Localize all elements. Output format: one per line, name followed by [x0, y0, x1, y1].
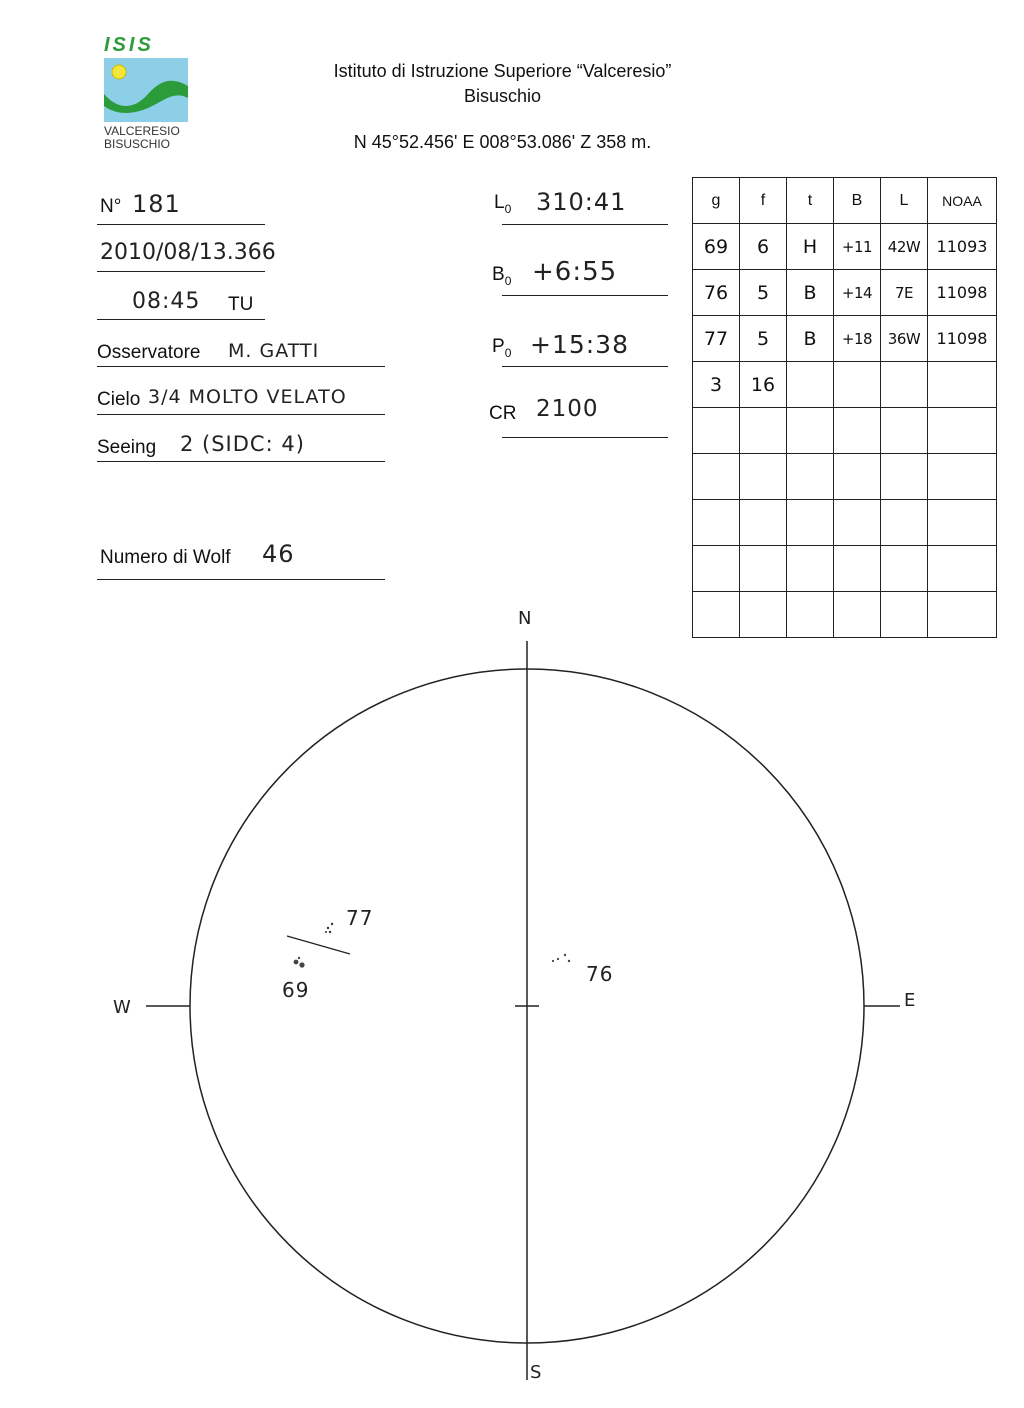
- cell-noaa: 11098: [928, 316, 997, 362]
- wolf-number-label: Numero di Wolf: [100, 547, 231, 568]
- cell-l: 36W: [881, 316, 928, 362]
- cell-b: +14: [834, 270, 881, 316]
- logo-caption-line1: VALCERESIO: [104, 124, 180, 138]
- sunspot-group-69: [294, 957, 305, 968]
- date-value: 2010/08/13.366: [100, 240, 276, 265]
- west-label: W: [113, 997, 132, 1018]
- north-label: N: [518, 608, 533, 629]
- cell-f: 5: [740, 270, 787, 316]
- cell-f: 5: [740, 316, 787, 362]
- col-header-l: L: [881, 178, 928, 224]
- b0-value: +6:55: [532, 257, 618, 287]
- l0-label: $L_0$: [494, 192, 512, 216]
- cell-l: 7E: [881, 270, 928, 316]
- sky-label: Cielo: [97, 389, 141, 410]
- group-69-77-direction-line: [287, 936, 350, 954]
- observer-value: M. GATTI: [228, 340, 320, 362]
- east-label: E: [904, 990, 917, 1011]
- cell-g: 76: [693, 270, 740, 316]
- col-header-b: B: [834, 178, 881, 224]
- cell-g: 3: [693, 362, 740, 408]
- institute-city: Bisuschio: [463, 86, 542, 106]
- cell-t: B: [787, 316, 834, 362]
- cell-noaa: 11093: [928, 224, 997, 270]
- cell-t: B: [787, 270, 834, 316]
- cell-l: 42W: [881, 224, 928, 270]
- sunspot-group-76: [552, 954, 570, 962]
- logo-wordmark: ISIS: [104, 34, 154, 56]
- col-header-f: f: [740, 178, 787, 224]
- col-header-noaa: NOAA: [928, 178, 997, 224]
- institute-name: Istituto di Istruzione Superiore “Valceresio”: [333, 61, 672, 81]
- cell-g: 77: [693, 316, 740, 362]
- seeing-label: Seeing: [97, 437, 157, 458]
- cell-f: 6: [740, 224, 787, 270]
- cell-noaa: 11098: [928, 270, 997, 316]
- group-77-label: 77: [346, 906, 374, 930]
- cr-label: CR: [489, 403, 517, 424]
- p0-label: $P_0$: [492, 336, 512, 360]
- cr-value: 2100: [536, 396, 599, 422]
- wolf-number-value: 46: [262, 540, 295, 568]
- cell-t: H: [787, 224, 834, 270]
- col-header-t: t: [787, 178, 834, 224]
- sky-value: 3/4 MOLTO VELATO: [148, 386, 347, 408]
- sunspot-group-77: [325, 923, 333, 933]
- time-unit: TU: [228, 294, 254, 315]
- cell-b: +11: [834, 224, 881, 270]
- p0-value: +15:38: [530, 330, 629, 359]
- l0-value: 310:41: [536, 188, 627, 216]
- number-label: N°: [100, 196, 122, 217]
- site-coordinates: N 45°52.456' E 008°53.086' Z 358 m.: [353, 132, 652, 152]
- observer-label: Osservatore: [97, 342, 201, 363]
- time-value: 08:45: [132, 289, 201, 314]
- b0-label: $B_0$: [492, 264, 512, 288]
- col-header-g: g: [693, 178, 740, 224]
- cell-f: 16: [740, 362, 787, 408]
- logo-caption-line2: BISUSCHIO: [104, 137, 171, 151]
- cell-b: +18: [834, 316, 881, 362]
- south-label: S: [530, 1362, 543, 1383]
- group-69-label: 69: [282, 978, 310, 1002]
- number-value: 181: [132, 190, 181, 218]
- group-76-label: 76: [586, 962, 614, 986]
- cell-g: 69: [693, 224, 740, 270]
- seeing-value: 2 (SIDC: 4): [180, 432, 305, 456]
